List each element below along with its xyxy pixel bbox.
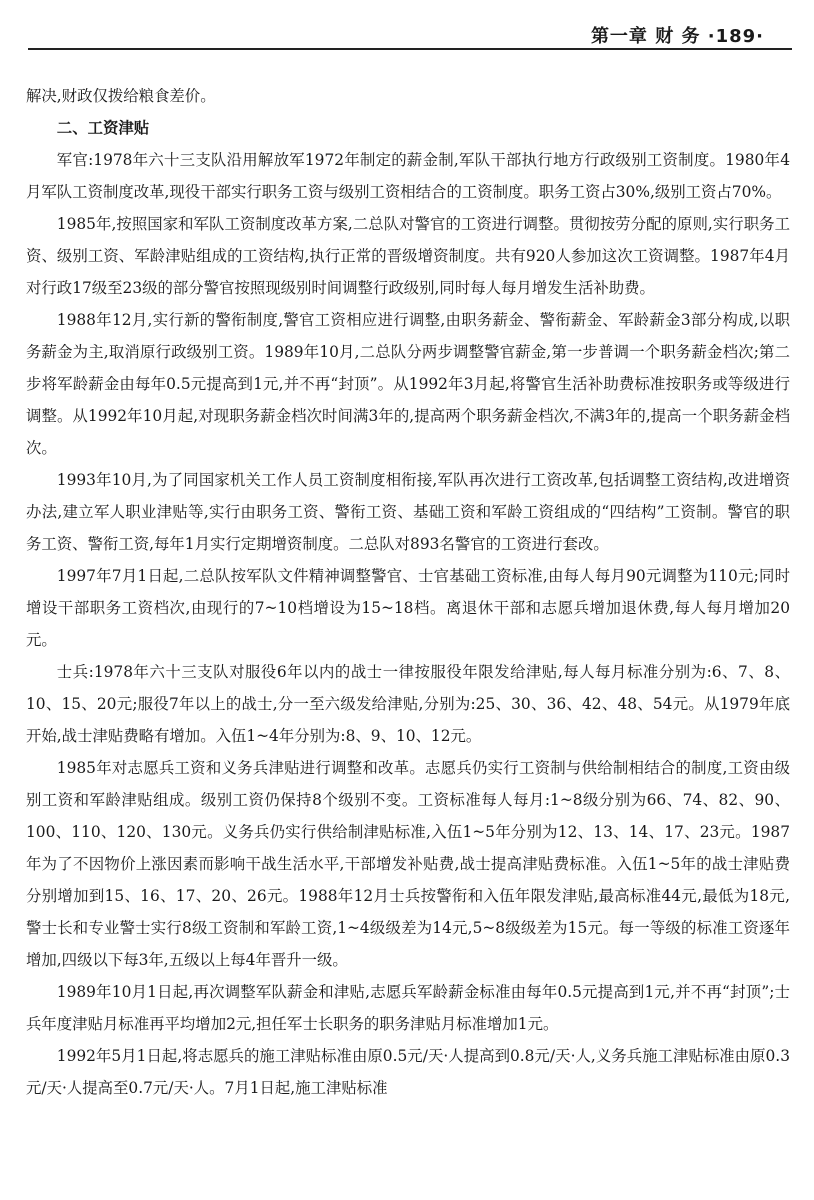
body-text: [26, 80, 790, 1104]
paragraph: 1993年10月,为了同国家机关工作人员工资制度相衔接,军队再次进行工资改革,包括调整工资结构,改进增资办法,建立军人职业津贴等,实行由职务工资、警衔工资、基础工资和军龄工资组成的“四结构”工资制。警官的职务工资、警衔工资,每年1月实行定期增资制度。二总队对893名警官的工资进行套改。: [26, 471, 790, 553]
paragraph: 1997年7月1日起,二总队按军队文件精神调整警官、士官基础工资标准,由每人每月90元调整为110元;同时增设干部职务工资档次,由现行的7~10档增设为15~18档。离退休干部和志愿兵增加退休费,每人每月增加20元。: [26, 567, 790, 649]
paragraph: 1988年12月,实行新的警衔制度,警官工资相应进行调整,由职务薪金、警衔薪金、军龄薪金3部分构成,以职务薪金为主,取消原行政级别工资。1989年10月,二总队分两步调整警官薪金,第一步普调一个职务薪金档次;第二步将军龄薪金由每年0.5元提高到1元,并不再“封顶”。从1992年3月起,将警官生活补助费标准按职务或等级进行调整。从1992年10月起,对现职务薪金档次时间满3年的,提高两个职务薪金档次,不满3年的,提高一个职务薪金档次。: [26, 311, 790, 457]
paragraph: 军官:1978年六十三支队沿用解放军1972年制定的薪金制,军队干部执行地方行政级别工资制度。1980年4月军队工资制度改革,现役干部实行职务工资与级别工资相结合的工资制度。职务工资占30%,级别工资占70%。: [26, 151, 790, 201]
paragraph: 1989年10月1日起,再次调整军队薪金和津贴,志愿兵军龄薪金标准由每年0.5元提高到1元,并不再“封顶”;士兵年度津贴月标准再平均增加2元,担任军士长职务的职务津贴月标准增加1元。: [26, 983, 790, 1033]
header-title: 第一章 财 务 ·189·: [590, 26, 764, 47]
paragraph: 解决,财政仅拨给粮食差价。: [26, 87, 216, 105]
paragraph: 1992年5月1日起,将志愿兵的施工津贴标准由原0.5元/天·人提高到0.8元/天·人,义务兵施工津贴标准由原0.3元/天·人提高至0.7元/天·人。7月1日起,施工津贴标准: [26, 1047, 790, 1097]
section-heading: 二、工资津贴: [56, 119, 150, 137]
paragraph: 1985年对志愿兵工资和义务兵津贴进行调整和改革。志愿兵仍实行工资制与供给制相结合的制度,工资由级别工资和军龄津贴组成。级别工资仍保持8个级别不变。工资标准每人每月:1~8级分别为66、74、82、90、100、110、120、130元。义务兵仍实行供给制津贴标准,入伍1~5年分别为12、13、14、17、23元。1987年为了不因物价上涨因素而影响干战生活水平,干部增发补贴费,战士提高津贴费标准。入伍1~5年的战士津贴费分别增加到15、16、17、20、26元。1988年12月士兵按警衔和入伍年限发津贴,最高标准44元,最低为18元,警士长和专业警士实行8级工资制和军龄工资,1~4级级差为14元,5~8级级差为15元。每一等级的标准工资逐年增加,四级以下每3年,五级以上每4年晋升一级。: [26, 759, 790, 969]
page-header: [28, 14, 792, 50]
paragraph: 1985年,按照国家和军队工资制度改革方案,二总队对警官的工资进行调整。贯彻按劳分配的原则,实行职务工资、级别工资、军龄津贴组成的工资结构,执行正常的晋级增资制度。共有920人参加这次工资调整。1987年4月对行政17级至23级的部分警官按照现级别时间调整行政级别,同时每人每月增发生活补助费。: [26, 215, 790, 297]
paragraph: 士兵:1978年六十三支队对服役6年以内的战士一律按服役年限发给津贴,每人每月标准分别为:6、7、8、10、15、20元;服役7年以上的战士,分一至六级发给津贴,分别为:25、30、36、42、48、54元。从1979年底开始,战士津贴费略有增加。入伍1~4年分别为:8、9、10、12元。: [26, 663, 790, 745]
